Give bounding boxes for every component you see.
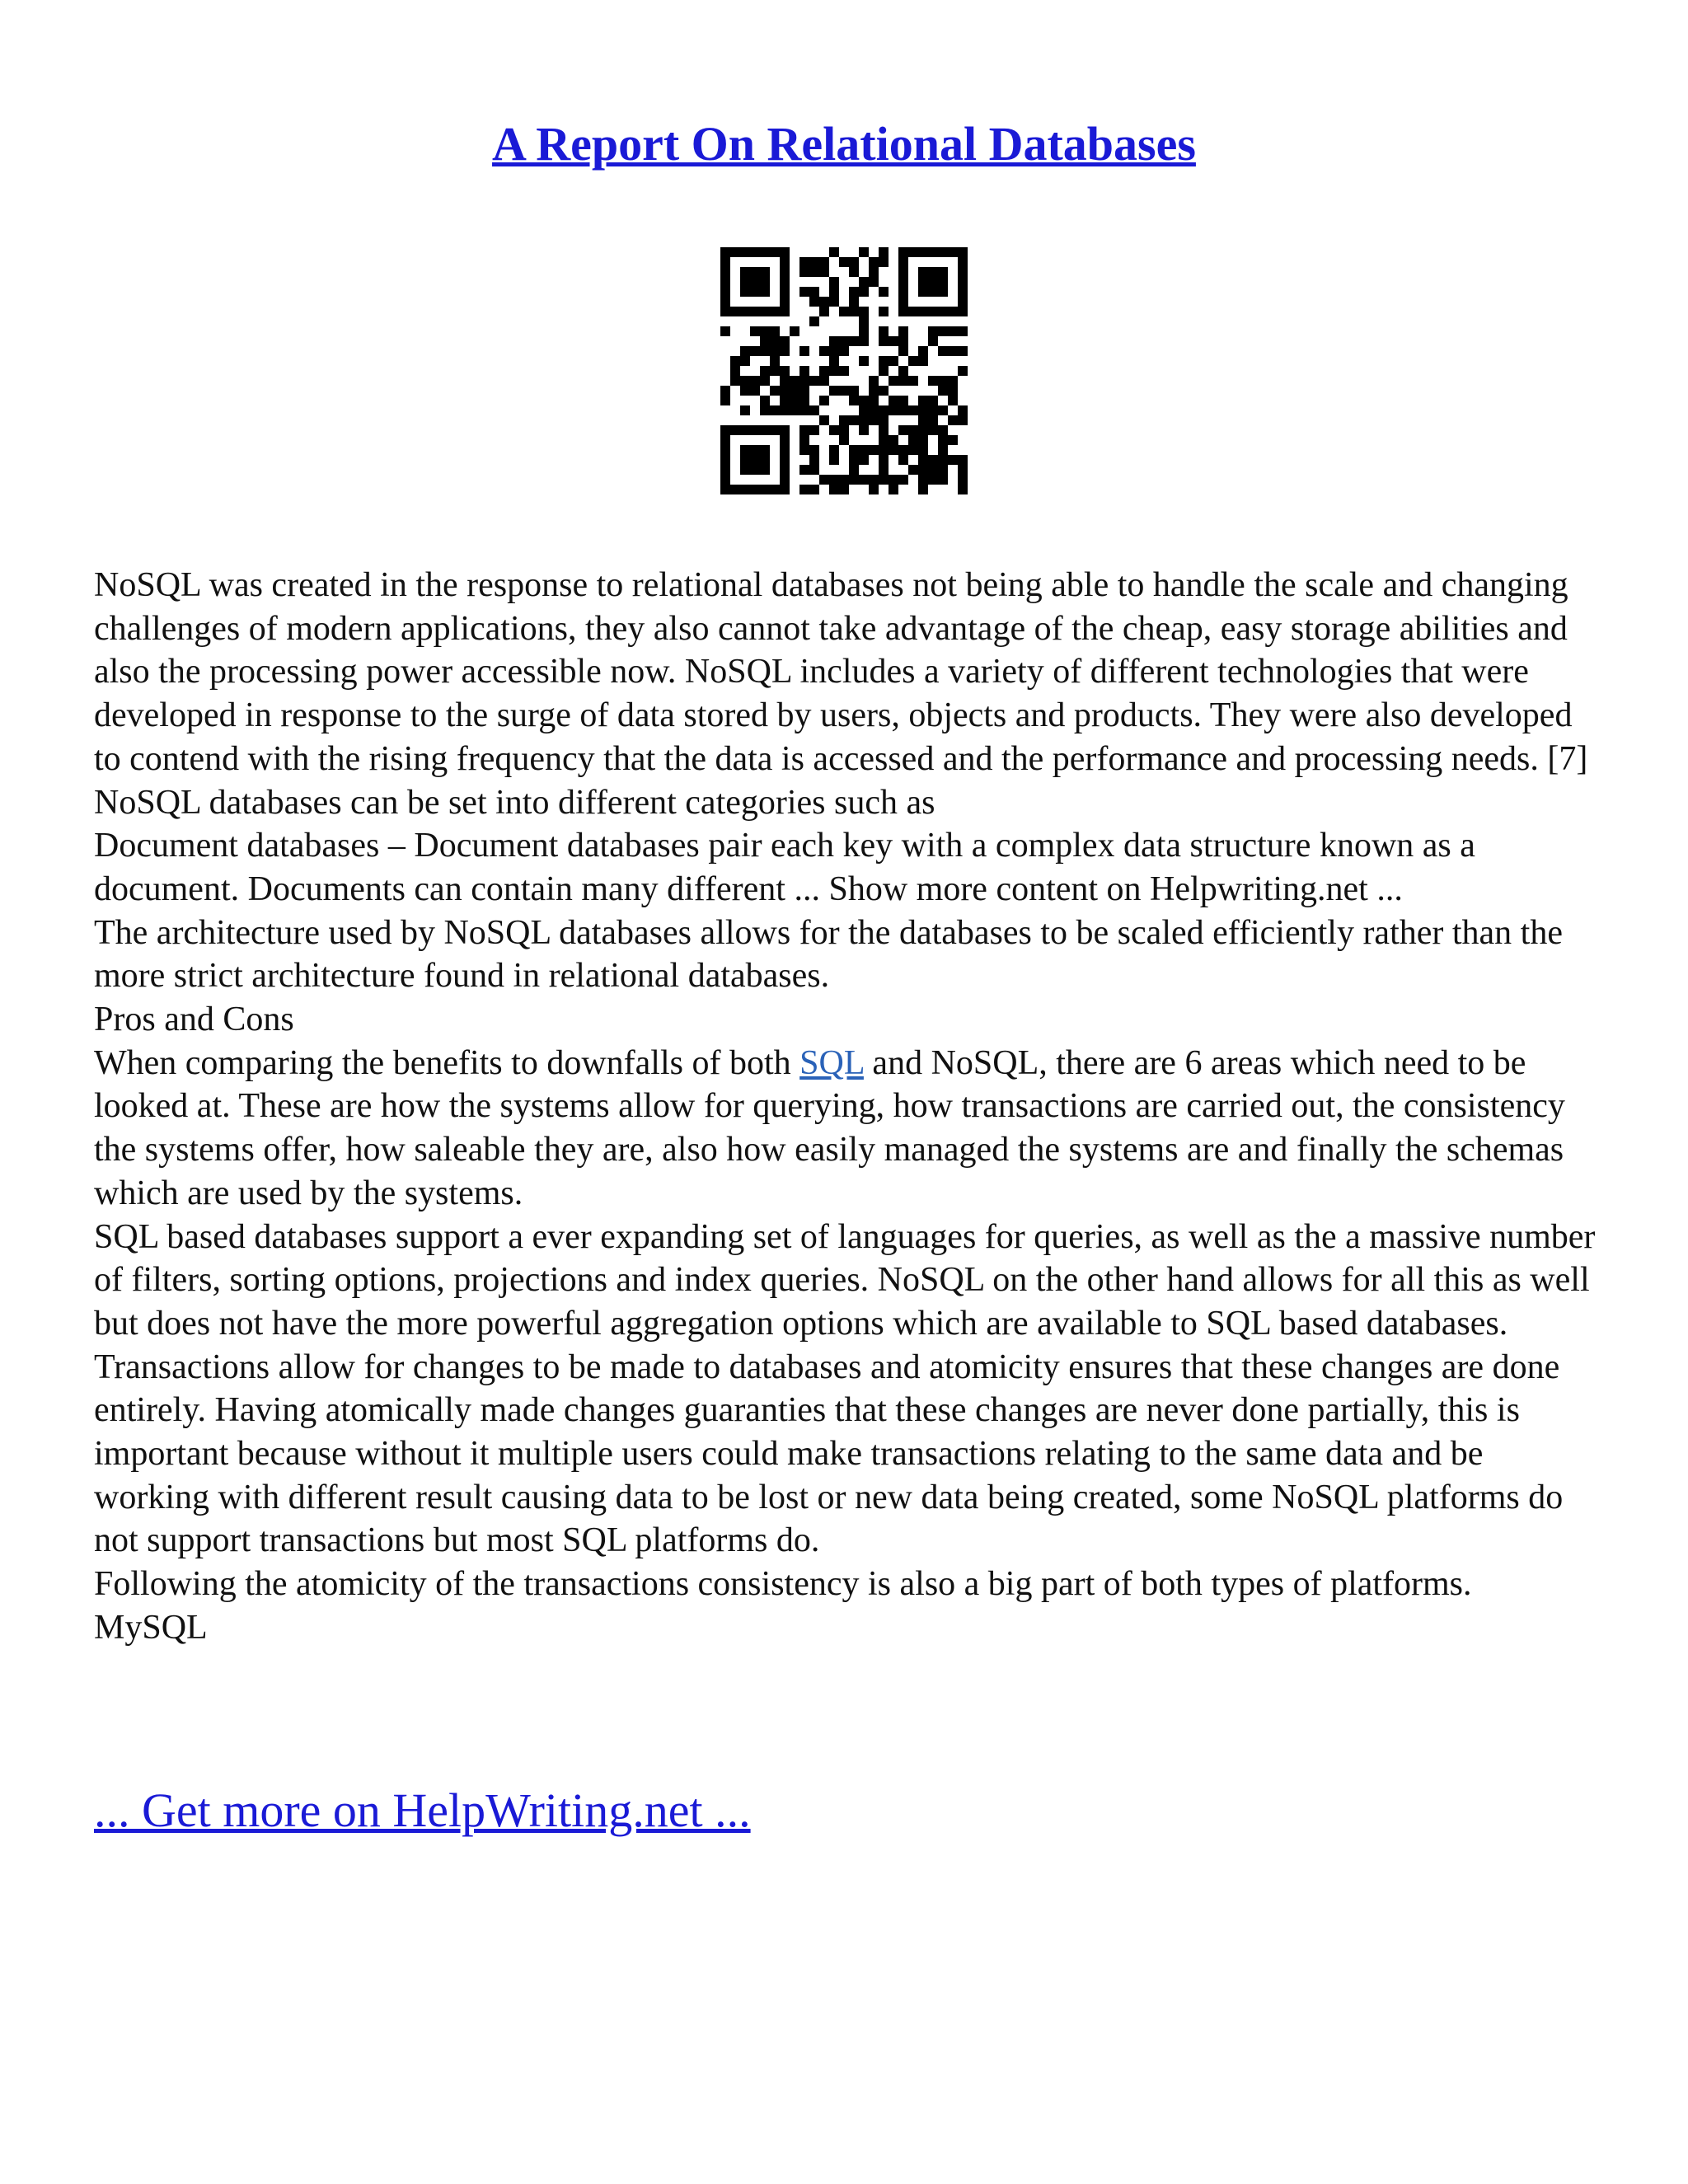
qr-code-icon (720, 247, 968, 494)
body-text (94, 564, 1602, 1650)
paragraph (94, 1042, 1602, 1216)
paragraph: The architecture used by NoSQL databases allows for the databases to be scaled efficiently rather than the more strict architecture found in relational databases. (94, 913, 1563, 996)
paragraph-text: and NoSQL, there are 6 areas which need to be looked at. These are how the systems allow for querying, how transactions are carried out, the consistency the systems offer, how saleable they are, also how easily managed the systems are and finally the schemas which are used by the systems. (94, 1043, 1565, 1212)
title-link[interactable]: A Report On Relational Databases (492, 117, 1196, 171)
paragraph-text: When comparing the benefits to downfalls of both (94, 1043, 800, 1082)
section-heading: Pros and Cons (94, 1001, 294, 1039)
page-title (0, 115, 1688, 173)
paragraph: SQL based databases support a ever expanding set of languages for queries, as well as the a massive number of filters, sorting options, projections and index queries. NoSQL on the other hand allows for all this as well but does not have the more powerful aggregation options which are available to SQL based databases. (94, 1217, 1596, 1343)
paragraph: Document databases – Document databases pair each key with a complex data structure known as a document. Documents can contain many different ... Show more content on Helpwriting.net ... (94, 827, 1475, 908)
paragraph: NoSQL was created in the response to relational databases not being able to handle the scale and changing challenges of modern applications, they also cannot take advantage of the cheap, easy storage abilities and also the processing power accessible now. NoSQL includes a variety of different technologies that were developed in response to the surge of data stored by users, objects and products. They were also developed to contend with the rising frequency that the data is accessed and the performance and processing needs. [7] (94, 566, 1588, 778)
sql-link[interactable]: SQL (799, 1043, 864, 1082)
get-more-link[interactable]: ... Get more on HelpWriting.net ... (94, 1783, 751, 1837)
paragraph: MySQL (94, 1608, 208, 1647)
paragraph: NoSQL databases can be set into different categories such as (94, 783, 935, 822)
paragraph: Following the atomicity of the transactions consistency is also a big part of both types of platforms. (94, 1565, 1472, 1604)
paragraph: Transactions allow for changes to be made to databases and atomicity ensures that these changes are done entirely. Having atomically made changes guaranties that these changes are never done partially, this is important because without it multiple users could make transactions relating to the same data and be working with different result causing data to be lost or new data being created, some NoSQL platforms do not support transactions but most SQL platforms do. (94, 1347, 1564, 1560)
